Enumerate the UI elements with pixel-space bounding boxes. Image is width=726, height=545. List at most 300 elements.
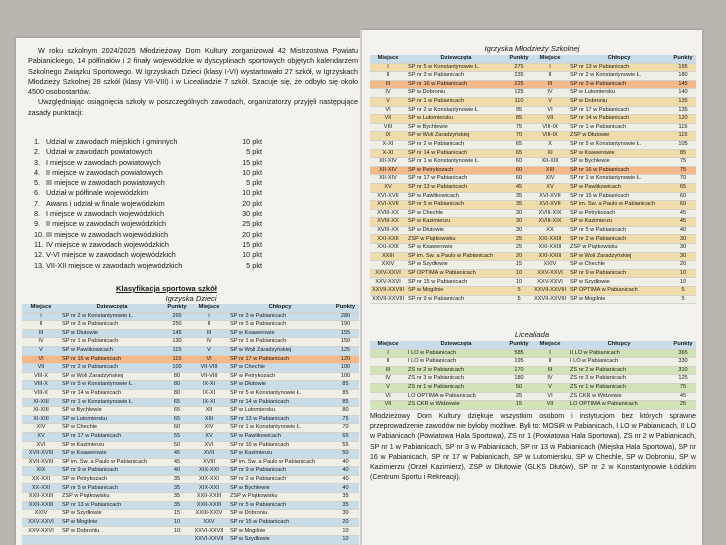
girls-points: 65 [164, 398, 190, 407]
boys-school: SP nr 14 w Pabianicach [228, 398, 332, 407]
girls-place: XXII-XXIII [22, 493, 60, 502]
girls-points: 125 [506, 89, 532, 98]
boys-points: 50 [332, 450, 359, 459]
boys-points: 25 [670, 401, 696, 410]
girls-points: 35 [164, 475, 190, 484]
boys-points: 70 [332, 424, 359, 433]
table-row [370, 149, 696, 158]
header-place: Miejsce [532, 341, 568, 349]
girls-points: 170 [506, 366, 532, 375]
boys-school: ZSP w Piątkowisku [228, 493, 332, 502]
boys-school: SP w Mogilnie [568, 295, 670, 304]
table-row [22, 441, 359, 450]
girls-place: XXV-XXVI [22, 527, 60, 536]
points-row [34, 219, 264, 229]
boys-school: ZS CKR w Widzewie [568, 392, 670, 401]
boys-place: I [532, 349, 568, 358]
boys-points: 5 [670, 295, 696, 304]
girls-points: 250 [164, 321, 190, 330]
boys-school: SP w Dobroniu [568, 97, 670, 106]
girls-place: I [370, 349, 406, 358]
points-number: 9. [34, 219, 41, 229]
girls-school: SP w Petrykozach [406, 166, 506, 175]
intro-paragraph: Uwzględniając osiągnięcia szkoły w poszczególnych zawodach, organizatorzy przyjęli następujące zasady punktacji: [28, 97, 358, 117]
girls-school: SP nr 2 w Konstantynowie Ł. [60, 312, 164, 321]
table-row [370, 287, 696, 296]
boys-points: 180 [670, 72, 696, 81]
girls-points: 25 [506, 392, 532, 401]
classification-title: Klasyfikacja sportowa szkół [116, 284, 217, 293]
table-row [370, 192, 696, 201]
girls-place: XXVII-XXVIII [372, 295, 405, 302]
girls-place: IV [370, 375, 406, 384]
girls-place: II [370, 72, 406, 81]
table-row [370, 392, 696, 401]
boys-points: 330 [670, 358, 696, 367]
boys-school: SP im. Św. a Paulo w Pabianicach [568, 201, 670, 210]
girls-points: 20 [506, 252, 532, 261]
table-row [22, 329, 359, 338]
boys-points: 30 [670, 235, 696, 244]
girls-points: 10 [164, 527, 190, 536]
boys-points: 135 [670, 106, 696, 115]
table-row [370, 201, 696, 210]
boys-points: 145 [670, 80, 696, 89]
girls-points: 275 [506, 63, 532, 72]
girls-place: XXIV [22, 510, 60, 519]
table-row [370, 123, 696, 132]
girls-place: IX [370, 132, 406, 141]
points-value: 5 pkt [246, 147, 262, 157]
girls-place: VII [22, 364, 60, 373]
boys-place: XVIII-XIX [532, 209, 568, 218]
table-row [22, 501, 359, 510]
girls-school: ZSP w Piątkowisku [60, 493, 164, 502]
boys-points: 20 [670, 261, 696, 270]
boys-place: XIII [190, 415, 228, 424]
boys-points: 135 [670, 97, 696, 106]
table-row [22, 407, 359, 416]
boys-points: 85 [332, 398, 359, 407]
boys-place: I [532, 63, 568, 72]
girls-school: SP nr 3 w Pabianicach [60, 321, 164, 330]
points-row [34, 261, 264, 271]
girls-place: XVI-XVII [370, 201, 406, 210]
points-label: Awans i udział w finale wojewódzkim [46, 198, 165, 208]
boys-points: 125 [332, 346, 359, 355]
boys-school: SP im. Św. a Paulo w Pabianicach [228, 458, 332, 467]
table-row [22, 536, 359, 545]
boys-school: SP nr 16 w Pabianicach [568, 166, 670, 175]
points-label: I miejsce w zawodach powiatowych [46, 157, 161, 167]
girls-points: 65 [164, 415, 190, 424]
table-row [370, 89, 696, 98]
girls-school: SP w Ksawerowie [406, 244, 506, 253]
boys-place: IV [532, 375, 568, 384]
table-row [22, 510, 359, 519]
girls-place: XVIII-XX [370, 218, 406, 227]
girls-place: VI [370, 106, 406, 115]
table-row [22, 450, 359, 459]
girls-school: SP nr 16 w Pabianicach [60, 355, 164, 364]
table-row [22, 527, 359, 536]
points-row [34, 158, 264, 168]
boys-place: VI [190, 355, 228, 364]
girls-points: 15 [506, 401, 532, 410]
girls-school: SP nr 14 w Pabianicach [406, 149, 506, 158]
boys-school: SP w Chechle [568, 261, 670, 270]
boys-points: 100 [332, 364, 359, 373]
boys-place: XII-XIII [532, 158, 568, 167]
right-page [362, 30, 702, 545]
points-number: 3. [34, 157, 41, 167]
table-row [370, 252, 696, 261]
girls-points: 5 [506, 295, 532, 304]
boys-place: III [190, 329, 228, 338]
girls-school: SP w Dobroniu [60, 527, 164, 536]
children-table [22, 304, 359, 545]
boys-place: XIII [532, 166, 568, 175]
boys-points: 190 [332, 321, 359, 330]
boys-points: 70 [670, 175, 696, 184]
girls-points: 130 [164, 338, 190, 347]
girls-school: ZS nr 3 w Pabianicach [406, 375, 506, 384]
points-number: 8. [34, 209, 41, 219]
boys-school: ZS nr 3 w Pabianicach [568, 375, 670, 384]
boys-points: 280 [332, 312, 359, 321]
girls-place: XXII-XXIII [22, 501, 60, 510]
boys-school: SP nr 17 w Pabianicach [568, 106, 670, 115]
table-row [370, 158, 696, 167]
boys-points: 30 [670, 244, 696, 253]
table-row [22, 493, 359, 502]
girls-place: VII [370, 401, 406, 410]
boys-school: SP w Lutomiersku [568, 89, 670, 98]
boys-school: SP w Szydłowie [228, 536, 332, 545]
boys-place: XI [532, 149, 568, 158]
girls-place: III [22, 329, 60, 338]
children-title: Igrzyska Dzieci [165, 294, 217, 303]
boys-school: LO OPTIMA w Pabianicach [568, 401, 670, 410]
girls-points: 5 [506, 287, 532, 296]
girls-school: SP nr 1 w Konstantynowie Ł. [406, 158, 506, 167]
girls-school: SP w Kazimierzu [406, 218, 506, 227]
boys-school: II LO w Pabianicach [568, 349, 670, 358]
points-number: 2. [34, 147, 41, 157]
table-row [22, 312, 359, 321]
table-row [370, 366, 696, 375]
table-row [22, 364, 359, 373]
girls-points: 235 [506, 72, 532, 81]
boys-place: V [190, 346, 228, 355]
boys-points: 60 [670, 201, 696, 210]
girls-school: SP im. Św. a Paulo w Pabianicach [406, 252, 506, 261]
girls-place: XI-XIII [22, 398, 60, 407]
points-number: 13. [34, 260, 45, 270]
table-row [22, 381, 359, 390]
points-label: II miejsce w zawodach wojewódzkich [46, 219, 167, 229]
points-label: III miejsce w zawodach powiatowych [46, 178, 165, 188]
header-points: Punkty [506, 341, 532, 349]
girls-place: VIII-X [22, 372, 60, 381]
boys-school: SP w Kazimierzu [228, 450, 332, 459]
boys-place: XXI-XXIII [532, 252, 568, 261]
girls-school: SP w Lutomiersku [60, 415, 164, 424]
girls-school: SP nr 3 w Pabianicach [406, 72, 506, 81]
girls-school: SP nr 1 w Pabianicach [60, 338, 164, 347]
boys-place: XVIII-XIX [532, 218, 568, 227]
girls-place: V [370, 97, 406, 106]
boys-points: 30 [332, 510, 359, 519]
girls-place: XX-XXI [22, 484, 60, 493]
girls-points: 180 [506, 375, 532, 384]
boys-school: SP w Szydłowie [568, 278, 670, 287]
boys-school: SP w Pawlikowicach [228, 432, 332, 441]
boys-school: ZSP w Dłutowie [568, 132, 670, 141]
boys-points: 55 [332, 441, 359, 450]
points-label: Udział w zawodach powiatowych [46, 147, 153, 157]
boys-place: XII [190, 407, 228, 416]
girls-place: III [370, 80, 406, 89]
boys-place: VIII-IX [532, 123, 568, 132]
boys-school: SP w Pawlikowicach [568, 183, 670, 192]
girls-school: SP nr 1 w Konstantynowie Ł. [60, 398, 164, 407]
boys-school: SP w Dłutowie [228, 381, 332, 390]
points-value: 10 pkt [242, 250, 262, 260]
boys-school: SP nr 13 w Pabianicach [228, 415, 332, 424]
table-header-row [370, 341, 696, 349]
table-row [370, 358, 696, 367]
boys-points: 195 [670, 63, 696, 72]
boys-school: SP w Kazimierzu [568, 218, 670, 227]
girls-place: XVI-XVII [370, 192, 406, 201]
girls-place: XII-XIV [370, 166, 406, 175]
girls-school: ZS CKR w Widzewie [406, 401, 506, 410]
girls-place: XXVII-XXVIII [372, 287, 405, 294]
boys-points: 155 [332, 329, 359, 338]
boys-school: SP nr 1 w Pabianicach [228, 338, 332, 347]
boys-points: 30 [670, 252, 696, 261]
girls-points: 45 [164, 458, 190, 467]
girls-place: X-XI [370, 140, 406, 149]
boys-place: XXII-XXIII [190, 493, 228, 502]
boys-points: 40 [332, 484, 359, 493]
boys-school: SP nr 3 w Pabianicach [568, 80, 670, 89]
boys-points: 75 [670, 383, 696, 392]
girls-place: XIX [22, 467, 60, 476]
girls-school: I LO w Pabianicach [406, 358, 506, 367]
points-label: V-VI miejsce w zawodach wojewódzkich [46, 250, 176, 260]
girls-place: XXV-XXVI [370, 269, 406, 278]
boys-place: XIX-XXI [190, 467, 228, 476]
girls-school: SP nr 2 w Pabianicach [406, 140, 506, 149]
table-row [370, 295, 696, 304]
girls-points: 45 [164, 450, 190, 459]
girls-points: 95 [506, 106, 532, 115]
girls-points: 110 [506, 97, 532, 106]
boys-place: XXII-XXIII [190, 501, 228, 510]
boys-place: IV [190, 338, 228, 347]
points-row [34, 188, 264, 198]
girls-school: SP nr 1 w Pabianicach [406, 97, 506, 106]
table-row [22, 484, 359, 493]
girls-school: SP nr 15 w Pabianicach [406, 278, 506, 287]
girls-school: SP nr 5 w Pabianicach [406, 201, 506, 210]
girls-points: 35 [506, 201, 532, 210]
boys-place: II [532, 358, 568, 367]
girls-points: 30 [506, 226, 532, 235]
table-row [370, 349, 696, 358]
boys-place: I [190, 312, 228, 321]
girls-points: 60 [506, 166, 532, 175]
boys-school: SP nr 13 w Pabianicach [568, 63, 670, 72]
girls-school: SP w Szydłowie [60, 510, 164, 519]
girls-school: SP im. Św. a Paulo w Pabianicach [60, 458, 164, 467]
boys-school: SP nr 2 w Konstantynowie Ł. [568, 72, 670, 81]
boys-school: SP OPTIMA w Pabianicach [568, 287, 670, 296]
points-value: 25 pkt [242, 219, 262, 229]
girls-school: LO OPTIMA w Pabianicach [406, 392, 506, 401]
boys-school: SP w Petrykozach [568, 209, 670, 218]
boys-place: VII [532, 115, 568, 124]
boys-points: 35 [332, 501, 359, 510]
boys-place: XXI-XXIII [532, 244, 568, 253]
girls-place: XXI-XXII [370, 244, 406, 253]
girls-place: III [370, 366, 406, 375]
table-header-row [370, 55, 696, 63]
boys-place: XVIII [190, 458, 228, 467]
boys-place: V [532, 97, 568, 106]
table-header-row [22, 304, 359, 312]
girls-points: 195 [506, 358, 532, 367]
girls-school: SP w Bychlewie [406, 123, 506, 132]
points-value: 5 pkt [246, 260, 262, 270]
girls-school: SP w Dobroniu [406, 89, 506, 98]
table-row [22, 458, 359, 467]
points-label: Udział w półfinale wojewódzkim [46, 188, 149, 198]
table-row [22, 432, 359, 441]
boys-place: XVI [190, 441, 228, 450]
girls-points: 35 [506, 192, 532, 201]
boys-place: V [532, 383, 568, 392]
header-points: Punkty [670, 55, 696, 63]
points-row [34, 209, 264, 219]
table-row [370, 383, 696, 392]
girls-points: 50 [506, 383, 532, 392]
table-row [370, 261, 696, 270]
points-label: I miejsce w zawodach wojewódzkich [46, 209, 165, 219]
girls-place: VIII [370, 123, 406, 132]
points-value: 20 pkt [242, 198, 262, 208]
boys-school: SP w Lutomiersku [228, 407, 332, 416]
points-number: 5. [34, 178, 41, 188]
boys-school: SP nr 5 w Pabianicach [228, 321, 332, 330]
girls-school: SP nr 2 w Konstantynowie Ł. [406, 106, 506, 115]
table-row [370, 140, 696, 149]
header-place: Miejsce [370, 55, 406, 63]
girls-school: SP nr 17 w Pabianicach [60, 432, 164, 441]
header-girls: Dziewczęta [406, 341, 506, 349]
girls-place: XXIV [370, 261, 406, 270]
boys-school: SP nr 9 w Pabianicach [568, 269, 670, 278]
boys-place: XIV [190, 424, 228, 433]
points-list [34, 137, 264, 271]
girls-school: SP w Bychlewie [60, 407, 164, 416]
table-row [22, 321, 359, 330]
girls-school: SP nr 2 w Pabianicach [60, 364, 164, 373]
table-row [370, 209, 696, 218]
header-points: Punkty [506, 55, 532, 63]
table-row [370, 175, 696, 184]
girls-school: I LO w Pabianicach [406, 349, 506, 358]
boys-points: 40 [670, 226, 696, 235]
boys-place: II [532, 72, 568, 81]
boys-school: SP nr 3 w Pabianicach [228, 312, 332, 321]
boys-school: SP w Bychlewie [228, 484, 332, 493]
girls-school: SP nr 16 w Pabianicach [406, 80, 506, 89]
points-number: 12. [34, 250, 45, 260]
table-row [370, 218, 696, 227]
table-row [22, 398, 359, 407]
boys-place: XXVII-XXVIII [534, 287, 567, 294]
girls-place: VI [22, 355, 60, 364]
boys-place: XXVI-XXVII [190, 527, 228, 536]
girls-points: 80 [164, 389, 190, 398]
girls-school: SP nr 17 w Pabianicach [406, 175, 506, 184]
boys-place: X [532, 140, 568, 149]
boys-place: XV [532, 183, 568, 192]
girls-school: SP w Woli Zaradzyńskiej [60, 372, 164, 381]
boys-school: SP nr 1 w Konstantynowie Ł. [228, 424, 332, 433]
girls-points: 80 [164, 372, 190, 381]
points-row [34, 250, 264, 260]
girls-points: 115 [164, 346, 190, 355]
boys-points: 10 [670, 269, 696, 278]
points-row [34, 230, 264, 240]
table-row [22, 415, 359, 424]
girls-place: II [370, 358, 406, 367]
points-label: VII-XII miejsce w zawodach wojewódzkich [46, 260, 183, 270]
girls-school: SP w Petrykozach [60, 475, 164, 484]
boys-school: SP nr 5 w Pabianicach [568, 226, 670, 235]
points-number: 11. [34, 239, 44, 249]
boys-place: VIII-IX [532, 132, 568, 141]
points-value: 20 pkt [242, 229, 262, 239]
boys-place: XX [532, 226, 568, 235]
girls-school: SP w Chechle [406, 209, 506, 218]
girls-points: 35 [164, 493, 190, 502]
boys-points: 45 [670, 209, 696, 218]
girls-school: SP nr 5 w Konstantynowie Ł. [60, 381, 164, 390]
boys-place: XV [190, 432, 228, 441]
girls-place: VIII-X [22, 389, 60, 398]
points-number: 4. [34, 167, 41, 177]
boys-place: XIX-XXI [190, 475, 228, 484]
boys-points: 365 [670, 349, 696, 358]
boys-place: IV [532, 89, 568, 98]
girls-school: SP nr 9 w Pabianicach [406, 295, 506, 304]
points-label: III miejsce w zawodach wojewódzkich [46, 229, 169, 239]
girls-place [22, 536, 60, 545]
boys-points: 20 [332, 518, 359, 527]
girls-place: IV [22, 338, 60, 347]
girls-school: SP w Dłutowie [406, 226, 506, 235]
boys-points: 115 [670, 123, 696, 132]
table-row [370, 132, 696, 141]
boys-school: SP nr 5 w Konstantynowie Ł. [568, 140, 670, 149]
boys-place: XVI-XVII [532, 201, 568, 210]
girls-school: SP w Ksawerowie [60, 450, 164, 459]
